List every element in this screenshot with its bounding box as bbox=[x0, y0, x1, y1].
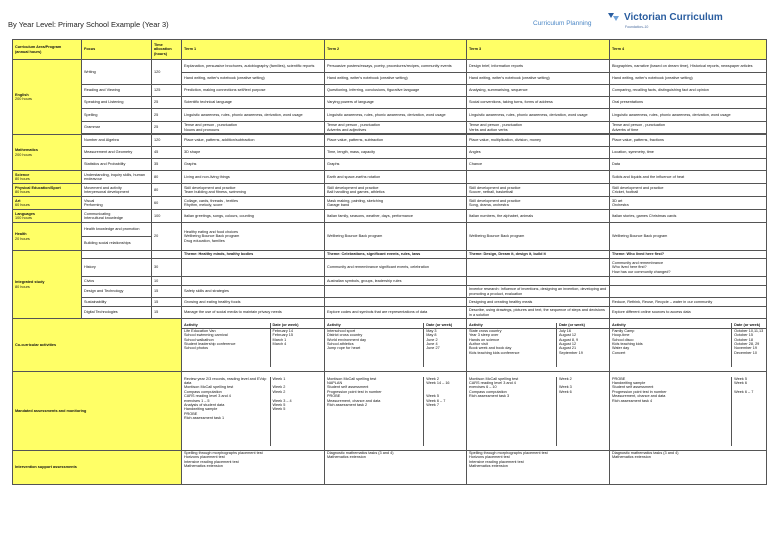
term-cell: Skill development and practice Song, drama, orchestra bbox=[467, 197, 610, 210]
area-science bbox=[13, 171, 82, 184]
table-row bbox=[13, 159, 767, 171]
assessment-dates: Week 2 Week 3 Week 6 bbox=[558, 376, 572, 394]
term-cell: Data bbox=[610, 159, 767, 171]
term-cell: Italian numbers, the alphabet, animals bbox=[467, 210, 610, 223]
time-cell: 15 bbox=[152, 286, 182, 298]
area-mathematics bbox=[13, 135, 82, 171]
col-header-term2: Term 2 bbox=[325, 40, 467, 60]
term-cell: Tense and person , punctuation Verbs and action verbs bbox=[467, 122, 610, 134]
term-cell: Linguistic awareness, rules, phonic awareness, derivation, word usage bbox=[467, 109, 610, 122]
date-list: February 14 February 15 March 1 March 4 bbox=[272, 328, 294, 347]
table-row bbox=[13, 122, 767, 134]
time-cell: 35 bbox=[152, 159, 182, 171]
focus-cell: Statistics and Probability bbox=[82, 159, 152, 171]
activity-list: Family Camp Hoop-time School disco Kids teaching kids Water day Concert bbox=[610, 328, 732, 367]
activity-subtable bbox=[325, 323, 466, 366]
document-title: By Year Level: Primary School Example (Year 3) bbox=[8, 20, 169, 29]
time-cell: 125 bbox=[152, 85, 182, 97]
term-cell bbox=[182, 372, 325, 451]
area-mandated-assessments: Mandated assessments and monitoring bbox=[13, 372, 182, 451]
time-cell: 15 bbox=[152, 298, 182, 307]
term-cell: Varying powers of language bbox=[325, 97, 467, 109]
table-row bbox=[13, 135, 767, 147]
date-list: July 16 August 12 August 8, 9 August 12 August 21 September 19 bbox=[558, 328, 583, 355]
area-label: English bbox=[15, 92, 29, 97]
area-hours: 80 hours bbox=[15, 177, 30, 181]
area-label: Health bbox=[15, 232, 27, 237]
focus-cell: Building social relationships bbox=[82, 237, 152, 251]
term-cell: Diagnostic mathematics tasks (3 and 4) Mathematics extension bbox=[610, 451, 767, 485]
assessment-dates: Week 1 Week 2 Week 2 Week 3 – 4 Week 5 Week 5 bbox=[272, 376, 292, 412]
header-section-label: Curriculum Planning bbox=[533, 20, 592, 27]
focus-cell: Design and Technology bbox=[82, 286, 152, 298]
col-header-time: Time allocation (hours) bbox=[152, 40, 182, 60]
term-cell: Manage the use of social media to maintain privacy needs bbox=[182, 307, 325, 319]
term-cell bbox=[610, 372, 767, 451]
focus-cell: Number and Algebra bbox=[82, 135, 152, 147]
term-cell: 3D art Orchestra bbox=[610, 197, 767, 210]
theme-cell: Theme: Who lived here first? bbox=[610, 251, 767, 259]
time-cell: 45 bbox=[152, 147, 182, 159]
term-cell: Community and remembrance significant events, celebration bbox=[325, 259, 467, 277]
focus-cell: Writing bbox=[82, 60, 152, 85]
term-cell: Italian stories, games Christmas cards bbox=[610, 210, 767, 223]
activity-header: Activity bbox=[182, 323, 270, 328]
area-hours: 60 hours bbox=[15, 203, 30, 207]
table-row bbox=[13, 223, 767, 237]
focus-cell: History bbox=[82, 259, 152, 277]
focus-cell: Visual Performing bbox=[82, 197, 152, 210]
term-cell: Inventor research: Influence of inventions, designing an invention, developing and promoting a product, evaluation bbox=[467, 286, 610, 298]
term-cell: Hand writing, writer's notebook (creative writing) bbox=[182, 73, 325, 85]
term-cell: Healthy eating and food choices Wellbeing Bounce Back program Drug education, families bbox=[182, 223, 325, 251]
focus-cell: Speaking and Listening bbox=[82, 97, 152, 109]
theme-cell: Theme: Celebrations, significant events, rules, laws bbox=[325, 251, 467, 259]
table-row bbox=[13, 109, 767, 122]
term-cell bbox=[467, 319, 610, 372]
time-cell: 30 bbox=[152, 259, 182, 277]
term-cell: Designing and creating healthy meals bbox=[467, 298, 610, 307]
term-cell: Scientific technical language bbox=[182, 97, 325, 109]
term-cell: Italian family, seasons, weather, days, performance bbox=[325, 210, 467, 223]
time-cell: 120 bbox=[152, 60, 182, 85]
term-cell: Italian greetings, songs, colours, counting bbox=[182, 210, 325, 223]
assessment-list: PROBE Handwriting sample Student self assessment Progression point test in number Measurement, chance and data Rich assessment task 4 bbox=[610, 377, 732, 446]
focus-cell: Spelling bbox=[82, 109, 152, 122]
date-header: Date (or week) bbox=[424, 323, 466, 328]
time-cell: 15 bbox=[152, 307, 182, 319]
table-row bbox=[13, 259, 767, 277]
assessment-list: Review year 2/3 records, reading level and EVdp data Montison McCall spelling test Compass computation CARS reading level 3 and 4 exercises 1 – 5 Analysis of student data Handwriting sample PROBE Rich assessment task 1 bbox=[182, 377, 270, 446]
logo-name: Victorian Curriculum bbox=[624, 12, 723, 23]
term-cell: Hand writing, writer's notebook (creative writing) bbox=[467, 73, 610, 85]
term-cell: Angles bbox=[467, 147, 610, 159]
area-hours: 200 hours bbox=[15, 97, 32, 101]
activity-subtable bbox=[467, 323, 609, 366]
term-cell bbox=[467, 171, 610, 184]
term-cell: Growing and eating healthy foods bbox=[182, 298, 325, 307]
term-cell: Biographies, narrative (based on dream time), Historical reports, newspaper articles bbox=[610, 60, 767, 73]
time-cell: 100 bbox=[152, 210, 182, 223]
term-cell: Persuasive posters/essays, poetry, procedures/recipes, community events bbox=[325, 60, 467, 73]
activity-list: Interschool sport District cross country World environment day School athletics Jump rope for heart bbox=[325, 328, 424, 367]
term-cell bbox=[325, 319, 467, 372]
term-cell: Place value, patterns, fractions bbox=[610, 135, 767, 147]
area-hours: 100 hours bbox=[15, 216, 32, 220]
date-header: Date (or week) bbox=[732, 323, 766, 328]
term-cell: Design brief, information reports bbox=[467, 60, 610, 73]
term-cell: Analysing, summarising, sequence bbox=[467, 85, 610, 97]
term-cell: Living and non-living things bbox=[182, 171, 325, 184]
term-cell bbox=[182, 259, 325, 277]
term-cell: Hand writing, writer's notebook (creative writing) bbox=[610, 73, 767, 85]
term-cell bbox=[610, 277, 767, 286]
term-cell bbox=[182, 319, 325, 372]
table-header-row bbox=[13, 40, 767, 60]
area-hours: 20 hours bbox=[15, 236, 30, 241]
term-cell: Chance bbox=[467, 159, 610, 171]
time-cell: 80 bbox=[152, 171, 182, 184]
focus-cell: Measurement and Geometry bbox=[82, 147, 152, 159]
table-row bbox=[13, 60, 767, 73]
table-row bbox=[13, 251, 767, 259]
term-cell: Skill development and practice Soccer, netball, basketball bbox=[467, 184, 610, 197]
activity-header: Activity bbox=[325, 323, 424, 328]
table-row bbox=[13, 307, 767, 319]
table-row bbox=[13, 286, 767, 298]
term-cell: Explore codes and symbols that are representations of data bbox=[325, 307, 467, 319]
table-row bbox=[13, 197, 767, 210]
table-row bbox=[13, 85, 767, 97]
focus-cell: Civics bbox=[82, 277, 152, 286]
area-label: Physical Education/Sport bbox=[15, 185, 61, 190]
assessment-subtable bbox=[182, 377, 324, 446]
term-cell bbox=[610, 319, 767, 372]
activity-list: State cross country Year 3 sleep over Hands on science Author visit Book week and book day Kids teaching kids conference bbox=[467, 328, 556, 367]
focus-cell: Movement and activity Interpersonal development bbox=[82, 184, 152, 197]
area-hours: 80 hours bbox=[15, 284, 30, 289]
assessment-subtable bbox=[467, 377, 609, 446]
time-cell: 25 bbox=[152, 122, 182, 134]
term-cell: Diagnostic mathematics tasks (3 and 4) Mathematics extension bbox=[325, 451, 467, 485]
term-cell: Prediction, making connections self/text purpose bbox=[182, 85, 325, 97]
area-hours: 200 hours bbox=[15, 152, 32, 157]
activity-subtable bbox=[182, 323, 324, 366]
term-cell: Community and remembrance Who lived here first? How has our community changed? bbox=[610, 259, 767, 277]
assessment-list: Montison McCall spelling test CARS reading level 3 and 4 exercises 6 – 10 Compass computation Rich assessment task 3 bbox=[467, 377, 556, 446]
time-cell bbox=[152, 251, 182, 259]
term-cell: Oral presentations bbox=[610, 97, 767, 109]
term-cell: 3D shape bbox=[182, 147, 325, 159]
area-co-curricular: Co-curricular activities bbox=[13, 319, 182, 372]
area-label: Languages bbox=[15, 211, 36, 216]
term-cell: Graphs bbox=[182, 159, 325, 171]
table-row bbox=[13, 171, 767, 184]
area-health bbox=[13, 223, 82, 251]
col-header-term1: Term 1 bbox=[182, 40, 325, 60]
term-cell: Place value, patterns, addition/subtraction bbox=[182, 135, 325, 147]
term-cell: Explore different online sources to access data bbox=[610, 307, 767, 319]
area-label: Mathematics bbox=[15, 148, 39, 153]
focus-cell: Reading and Viewing bbox=[82, 85, 152, 97]
focus-cell: Health knowledge and promotion bbox=[82, 223, 152, 237]
term-cell: Social conventions, taking turns, forms of address bbox=[467, 97, 610, 109]
term-cell: Linguistic awareness, rules, phonic awareness, derivation, word usage bbox=[182, 109, 325, 122]
term-cell: Wellbeing Bounce Back program bbox=[610, 223, 767, 251]
activity-header: Activity bbox=[467, 323, 556, 328]
term-cell: Linguistic awareness, rules, phonic awareness, derivation, word usage bbox=[325, 109, 467, 122]
date-list: October 10,11,13 October 15 October 18 October 28, 29 November 19 December 10 bbox=[734, 328, 764, 355]
date-list: May 3 May 8 June 2 June 4 June 27 bbox=[426, 328, 440, 351]
term-cell: Time, length, mass, capacity bbox=[325, 147, 467, 159]
term-cell bbox=[182, 277, 325, 286]
term-cell bbox=[325, 372, 467, 451]
focus-cell: Grammar bbox=[82, 122, 152, 134]
date-header: Date (or week) bbox=[270, 323, 324, 328]
term-cell: Skill development and practice Ball handling and games, athletics bbox=[325, 184, 467, 197]
table-row bbox=[13, 372, 767, 451]
col-header-focus: Focus bbox=[82, 40, 152, 60]
time-cell: 60 bbox=[152, 197, 182, 210]
page-header bbox=[0, 0, 768, 38]
area-languages bbox=[13, 210, 82, 223]
table-row bbox=[13, 277, 767, 286]
table-row bbox=[13, 319, 767, 372]
table-row bbox=[13, 97, 767, 109]
logo-subtitle: Foundation–10 bbox=[625, 25, 649, 29]
term-cell: Explanation, persuasive brochures, autobiography (families), scientific reports bbox=[182, 60, 325, 73]
term-cell: Spelling through morphographs placement test Horizons placement test Intensive reading placement test Mathematics extension bbox=[467, 451, 610, 485]
activity-header: Activity bbox=[610, 323, 732, 328]
area-label: Science bbox=[15, 172, 30, 177]
term-cell: Spelling through morphographs placement test Horizons placement test Intensive reading placement test Mathematics extension bbox=[182, 451, 325, 485]
term-cell: Solids and liquids and the influence of heat bbox=[610, 171, 767, 184]
term-cell: Place value, patterns, subtraction bbox=[325, 135, 467, 147]
table-row bbox=[13, 298, 767, 307]
table-row bbox=[13, 147, 767, 159]
term-cell: Graphs bbox=[325, 159, 467, 171]
focus-cell bbox=[82, 251, 152, 259]
area-integrated-study bbox=[13, 251, 82, 319]
time-cell: 25 bbox=[152, 97, 182, 109]
time-cell: 25 bbox=[152, 109, 182, 122]
term-cell bbox=[467, 372, 610, 451]
term-cell: Tense and person , punctuation Adverbs of time bbox=[610, 122, 767, 134]
term-cell: Earth and space-earths rotation bbox=[325, 171, 467, 184]
victorian-curriculum-logo bbox=[608, 11, 768, 33]
term-cell: Questioning, inferring, conclusions, figurative language bbox=[325, 85, 467, 97]
term-cell bbox=[325, 286, 467, 298]
term-cell: Wellbeing Bounce Back program bbox=[467, 223, 610, 251]
time-cell: 10 bbox=[152, 277, 182, 286]
table-row bbox=[13, 184, 767, 197]
term-cell: Place value, multiplication, division, money bbox=[467, 135, 610, 147]
term-cell: Skill development and practice Cricket, football bbox=[610, 184, 767, 197]
focus-cell: Understanding, inquiry skills, human endeavour bbox=[82, 171, 152, 184]
col-header-term4: Term 4 bbox=[610, 40, 767, 60]
date-header: Date (or week) bbox=[556, 323, 609, 328]
time-cell: 120 bbox=[152, 135, 182, 147]
term-cell: Safety skills and strategies bbox=[182, 286, 325, 298]
area-label: Integrated study bbox=[15, 280, 45, 285]
term-cell: Comparing, recalling facts, distinguishing fact and opinion bbox=[610, 85, 767, 97]
assessment-list: Montison McCall spelling test NAPLAN Student self assessment Progression point test in number PROBE Measurement, chance and data Rich assessment task 2 bbox=[325, 377, 424, 446]
term-cell: Tense and person , punctuation Nouns and pronouns bbox=[182, 122, 325, 134]
term-cell: Mask making, painting, sketching Garage band bbox=[325, 197, 467, 210]
term-cell bbox=[325, 298, 467, 307]
term-cell: Hand writing, writer's notebook (creative writing) bbox=[325, 73, 467, 85]
area-art bbox=[13, 197, 82, 210]
area-physical-education bbox=[13, 184, 82, 197]
focus-cell: Communicating Intercultural knowledge bbox=[82, 210, 152, 223]
logo-mark-icon bbox=[608, 13, 622, 22]
col-header-area: Curriculum Area/Program (annual hours) bbox=[13, 40, 82, 60]
term-cell bbox=[467, 277, 610, 286]
term-cell: Skill development and practice Team building and fitness, swimming bbox=[182, 184, 325, 197]
assessment-dates: Week 2 Week 14 – 16 Week 5 Week 6 – 7 Week 7 bbox=[426, 376, 450, 408]
area-hours: 80 hours bbox=[15, 190, 30, 194]
term-cell: Reduce, Rethink, Reuse, Recycle – water in our community bbox=[610, 298, 767, 307]
term-cell: Collage, cards, threads , textiles Rhythm, melody, score bbox=[182, 197, 325, 210]
term-cell: Wellbeing Bounce Back program bbox=[325, 223, 467, 251]
term-cell: Tense and person , punctuation Adverbs and adjectives bbox=[325, 122, 467, 134]
assessment-subtable bbox=[325, 377, 466, 446]
table-row bbox=[13, 210, 767, 223]
area-label: Art bbox=[15, 198, 21, 203]
focus-cell: Digital Technologies bbox=[82, 307, 152, 319]
theme-cell: Theme: Design, Dream it, design it, build it bbox=[467, 251, 610, 259]
time-cell: 80 bbox=[152, 184, 182, 197]
theme-cell: Theme: Healthy minds, healthy bodies bbox=[182, 251, 325, 259]
activity-subtable bbox=[610, 323, 766, 366]
area-english bbox=[13, 60, 82, 135]
focus-cell: Sustainability bbox=[82, 298, 152, 307]
term-cell: Location, symmetry, time bbox=[610, 147, 767, 159]
term-cell: Describe, using drawings, pictures and text, the sequence of steps and decisions in a solution bbox=[467, 307, 610, 319]
activity-list: Life Education Van School swimming carnival School walkathon Student leadership conference School photos bbox=[182, 328, 270, 367]
term-cell: Linguistic awareness, rules, phonic awareness, derivation, word usage bbox=[610, 109, 767, 122]
assessment-dates: Week 5 Week 6 Week 6 – 7 bbox=[734, 376, 754, 394]
assessment-subtable bbox=[610, 377, 766, 446]
area-intervention-support: Intervention support assessments bbox=[13, 451, 182, 485]
table-row bbox=[13, 451, 767, 485]
term-cell bbox=[467, 259, 610, 277]
curriculum-table bbox=[12, 39, 767, 485]
col-header-term3: Term 3 bbox=[467, 40, 610, 60]
time-cell: 20 bbox=[152, 223, 182, 251]
term-cell bbox=[610, 286, 767, 298]
term-cell: Australian symbols, groups, leadership rules bbox=[325, 277, 467, 286]
